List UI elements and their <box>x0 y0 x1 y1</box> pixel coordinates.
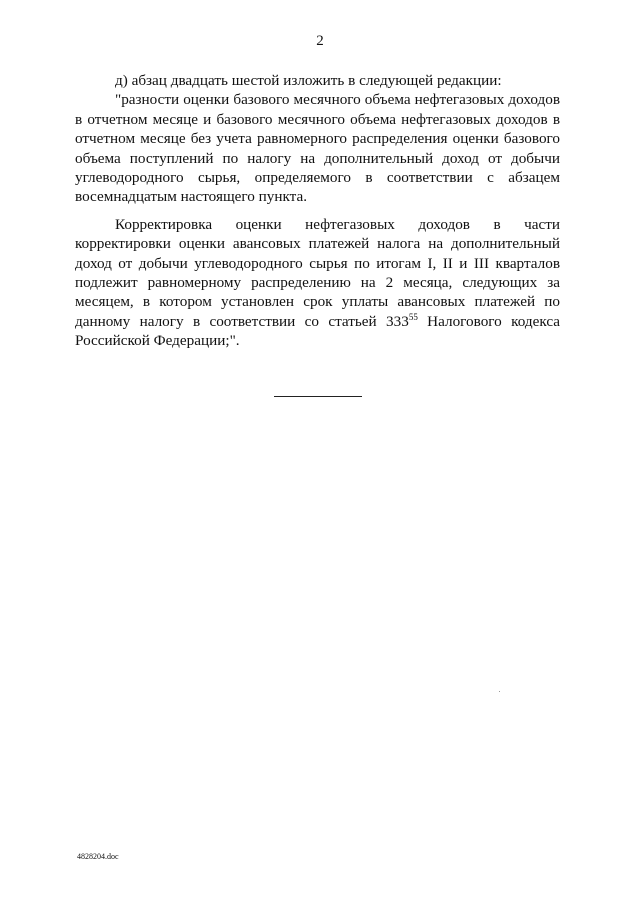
scan-dot <box>499 691 500 692</box>
paragraph-adjustment-text: Корректировка оценки нефтегазовых доходов в части корректировки оценки авансовых платежей налога на дополнительный доход от добычи углеводородного сырья по итогам I, II и III кварталов подлежит равномерному распределению на 2 месяца, следующих за месяцем, в котором установлен срок уплаты авансовых платежей по данному налогу в соответствии со статьей 333 <box>75 215 560 330</box>
footer-filename: 4828204.doc <box>77 852 119 861</box>
end-rule-divider <box>274 396 362 397</box>
article-superscript: 55 <box>408 311 418 322</box>
paragraph-instruction: д) абзац двадцать шестой изложить в следующей редакции: <box>115 72 502 89</box>
paragraph-adjustment <box>75 215 560 351</box>
paragraph-adjustment-end: Налогового кодекса Российской Федерации;". <box>75 312 560 350</box>
page-number: 2 <box>316 33 324 49</box>
paragraph-quoted-text: "разности оценки базового месячного объема нефтегазовых доходов в отчетном месяце и базового месячного объема нефтегазовых доходов в отчетном месяце без учета равномерного распределения оценки базового объема поступлений по налогу на дополнительный доход от добычи углеводородного сырья, определяемого в соответствии с абзацем восемнадцатым настоящего пункта. <box>75 91 560 206</box>
paragraph-gap <box>75 207 560 215</box>
document-body <box>75 71 560 351</box>
